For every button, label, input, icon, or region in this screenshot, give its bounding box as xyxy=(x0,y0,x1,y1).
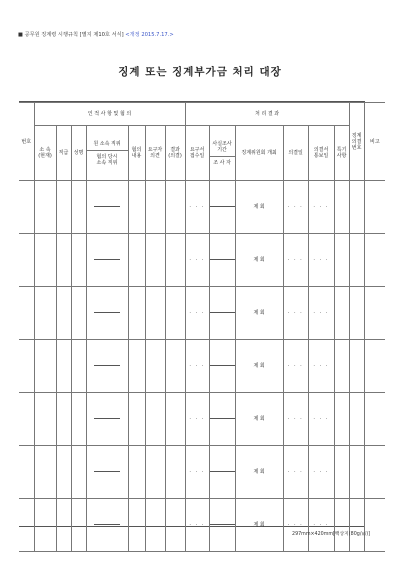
table-row xyxy=(19,340,385,393)
dot-placeholder: · · · xyxy=(287,363,304,369)
table-cell[interactable] xyxy=(86,446,128,499)
table-cell[interactable] xyxy=(128,181,145,234)
dot-placeholder: · · · xyxy=(189,522,205,528)
table-cell[interactable] xyxy=(209,287,235,340)
table-cell[interactable] xyxy=(56,340,71,393)
table-cell[interactable] xyxy=(34,234,56,287)
dot-placeholder: · · · xyxy=(287,310,304,316)
table-row xyxy=(19,499,385,552)
table-cell[interactable] xyxy=(334,181,349,234)
table-cell[interactable] xyxy=(209,181,235,234)
table-cell[interactable] xyxy=(349,393,364,446)
table-cell[interactable] xyxy=(86,287,128,340)
table-cell[interactable] xyxy=(185,446,209,499)
table-cell[interactable] xyxy=(308,340,334,393)
table-cell[interactable] xyxy=(145,446,165,499)
table-cell[interactable] xyxy=(145,234,165,287)
table-cell[interactable] xyxy=(128,499,145,552)
dot-placeholder: · · · xyxy=(189,204,205,210)
dot-placeholder: · · · xyxy=(313,469,329,475)
divider-line xyxy=(210,418,236,419)
table-cell[interactable] xyxy=(71,393,86,446)
table-cell[interactable] xyxy=(283,234,308,287)
header-rank: 직급 xyxy=(56,126,71,181)
session-count: 제 회 xyxy=(253,522,265,528)
table-cell[interactable] xyxy=(349,446,364,499)
header-affiliation: 소 속 (현재) xyxy=(34,126,56,181)
dot-placeholder: · · · xyxy=(313,363,329,369)
divider-line xyxy=(210,312,236,313)
table-row xyxy=(19,393,385,446)
divider-line xyxy=(210,365,236,366)
header-no: 번호 xyxy=(19,103,34,181)
table-cell[interactable] xyxy=(56,499,71,552)
table-cell[interactable] xyxy=(308,181,334,234)
form-reference xyxy=(18,31,174,38)
table-cell[interactable] xyxy=(34,393,56,446)
dot-placeholder: · · · xyxy=(189,257,205,263)
session-count: 제 회 xyxy=(253,257,265,263)
table-cell[interactable] xyxy=(364,234,385,287)
table-cell[interactable] xyxy=(235,499,283,552)
dot-placeholder: · · · xyxy=(287,416,304,422)
table-cell[interactable] xyxy=(165,340,185,393)
dot-placeholder: · · · xyxy=(287,522,304,528)
table-cell[interactable] xyxy=(209,340,235,393)
divider-line xyxy=(94,312,120,313)
header-decision: 결과 (의결) xyxy=(165,126,185,181)
revision-note: <개정 2015.7.17.> xyxy=(125,32,174,38)
dot-placeholder: · · · xyxy=(313,416,329,422)
header-charge: 혐의 내용 xyxy=(128,126,145,181)
table-cell[interactable] xyxy=(349,287,364,340)
table-cell[interactable] xyxy=(86,393,128,446)
table-cell[interactable] xyxy=(86,181,128,234)
header-original-position: 원 소속 직위 혐의 당시 소속 직위 xyxy=(86,126,128,181)
divider-line xyxy=(210,471,236,472)
header-investigation: 사실조사 기간 조 사 자 xyxy=(209,126,235,181)
header-committee: 징계위원회 개최 xyxy=(235,126,283,181)
table-cell[interactable] xyxy=(128,287,145,340)
table-cell[interactable] xyxy=(334,446,349,499)
divider-line xyxy=(210,524,236,525)
table-cell[interactable] xyxy=(128,393,145,446)
table-cell[interactable] xyxy=(349,340,364,393)
table-cell[interactable] xyxy=(364,499,385,552)
table-cell[interactable] xyxy=(19,393,34,446)
header-requester: 요구자 의견 xyxy=(145,126,165,181)
table-cell[interactable] xyxy=(283,287,308,340)
table-cell[interactable] xyxy=(56,446,71,499)
table-cell[interactable] xyxy=(334,499,349,552)
table-cell[interactable] xyxy=(145,340,165,393)
table-cell[interactable] xyxy=(364,446,385,499)
table-cell[interactable] xyxy=(308,287,334,340)
dot-placeholder: · · · xyxy=(313,204,329,210)
table-cell[interactable] xyxy=(34,446,56,499)
table-cell[interactable] xyxy=(349,181,364,234)
table-cell[interactable] xyxy=(209,393,235,446)
table-cell[interactable] xyxy=(185,340,209,393)
table-cell[interactable] xyxy=(308,234,334,287)
table-cell[interactable] xyxy=(165,499,185,552)
table-cell[interactable] xyxy=(364,340,385,393)
dot-placeholder: · · · xyxy=(287,204,304,210)
session-count: 제 회 xyxy=(253,416,265,422)
header-remarks: 비고 xyxy=(364,103,385,181)
divider-line xyxy=(210,259,236,260)
table-cell[interactable] xyxy=(209,446,235,499)
table-cell[interactable] xyxy=(334,393,349,446)
table-cell[interactable] xyxy=(185,499,209,552)
table-cell[interactable] xyxy=(283,393,308,446)
table-cell[interactable] xyxy=(283,340,308,393)
session-count: 제 회 xyxy=(253,310,265,316)
table-cell[interactable] xyxy=(128,340,145,393)
table-cell[interactable] xyxy=(308,446,334,499)
table-cell[interactable] xyxy=(283,499,308,552)
table-row xyxy=(19,234,385,287)
table-cell[interactable] xyxy=(209,234,235,287)
table-cell[interactable] xyxy=(56,234,71,287)
header-name: 성명 xyxy=(71,126,86,181)
dot-placeholder: · · · xyxy=(189,416,205,422)
form-mark: ■ xyxy=(18,32,23,38)
table-cell[interactable] xyxy=(86,340,128,393)
header-received: 요구서 접수일 xyxy=(185,126,209,181)
table-cell[interactable] xyxy=(283,446,308,499)
table-cell[interactable] xyxy=(128,446,145,499)
table-cell[interactable] xyxy=(145,499,165,552)
divider-line xyxy=(94,524,120,525)
table-cell[interactable] xyxy=(71,340,86,393)
table-cell[interactable] xyxy=(235,340,283,393)
page-title: 징계 또는 징계부가금 처리 대장 xyxy=(118,66,282,78)
table-cell[interactable] xyxy=(19,287,34,340)
paper-spec: 297mm×420mm[백상지(80g/㎡)] xyxy=(292,532,370,537)
table-cell[interactable] xyxy=(34,499,56,552)
table-cell[interactable] xyxy=(145,393,165,446)
table-cell[interactable] xyxy=(334,287,349,340)
table-cell[interactable] xyxy=(86,234,128,287)
ledger-table xyxy=(19,102,385,552)
table-cell[interactable] xyxy=(235,287,283,340)
header-special: 특기 사항 xyxy=(334,126,349,181)
divider-line xyxy=(210,206,236,207)
dot-placeholder: · · · xyxy=(313,257,329,263)
ledger-frame xyxy=(19,101,380,528)
table-cell[interactable] xyxy=(86,499,128,552)
table-cell[interactable] xyxy=(364,393,385,446)
table-cell[interactable] xyxy=(19,234,34,287)
divider-line xyxy=(94,259,120,260)
table-cell[interactable] xyxy=(349,234,364,287)
table-cell[interactable] xyxy=(34,340,56,393)
table-cell[interactable] xyxy=(334,234,349,287)
table-cell[interactable] xyxy=(56,393,71,446)
table-cell[interactable] xyxy=(145,287,165,340)
header-group-person: 인 적 사 항 및 혐 의 xyxy=(34,103,185,126)
table-cell[interactable] xyxy=(165,234,185,287)
table-cell[interactable] xyxy=(165,393,185,446)
header-group-result: 처 리 결 과 xyxy=(185,103,349,126)
table-cell[interactable] xyxy=(19,340,34,393)
header-decided-date: 의결일 xyxy=(283,126,308,181)
dot-placeholder: · · · xyxy=(189,469,205,475)
table-cell[interactable] xyxy=(185,287,209,340)
table-row xyxy=(19,181,385,234)
table-cell[interactable] xyxy=(34,181,56,234)
table-cell[interactable] xyxy=(283,181,308,234)
divider-line xyxy=(94,418,120,419)
table-cell[interactable] xyxy=(19,446,34,499)
table-cell[interactable] xyxy=(235,234,283,287)
form-ref-text: 공무원 징계령 시행규칙 [별지 제10호 서식] xyxy=(24,32,124,38)
table-cell[interactable] xyxy=(71,446,86,499)
table-cell[interactable] xyxy=(349,499,364,552)
divider-line xyxy=(94,471,120,472)
session-count: 제 회 xyxy=(253,363,265,369)
table-cell[interactable] xyxy=(308,499,334,552)
table-cell[interactable] xyxy=(185,393,209,446)
table-cell[interactable] xyxy=(34,287,56,340)
dot-placeholder: · · · xyxy=(313,522,329,528)
table-cell[interactable] xyxy=(235,181,283,234)
session-count: 제 회 xyxy=(253,204,265,210)
table-cell[interactable] xyxy=(235,446,283,499)
header-notice-date: 의결서 통보일 xyxy=(308,126,334,181)
table-cell[interactable] xyxy=(71,181,86,234)
table-cell[interactable] xyxy=(209,499,235,552)
table-cell[interactable] xyxy=(71,234,86,287)
dot-placeholder: · · · xyxy=(189,310,205,316)
table-cell[interactable] xyxy=(128,234,145,287)
table-cell[interactable] xyxy=(19,181,34,234)
table-cell[interactable] xyxy=(56,287,71,340)
dot-placeholder: · · · xyxy=(287,469,304,475)
table-cell[interactable] xyxy=(235,393,283,446)
header-execution: 징계 의결 번호 xyxy=(349,103,364,181)
table-cell[interactable] xyxy=(364,287,385,340)
table-cell[interactable] xyxy=(185,181,209,234)
table-cell[interactable] xyxy=(165,181,185,234)
table-cell[interactable] xyxy=(19,499,34,552)
table-cell[interactable] xyxy=(334,340,349,393)
divider-line xyxy=(94,206,120,207)
table-cell[interactable] xyxy=(56,181,71,234)
table-cell[interactable] xyxy=(185,234,209,287)
table-cell[interactable] xyxy=(71,287,86,340)
dot-placeholder: · · · xyxy=(287,257,304,263)
table-cell[interactable] xyxy=(71,499,86,552)
divider-line xyxy=(94,365,120,366)
table-cell[interactable] xyxy=(145,181,165,234)
table-cell[interactable] xyxy=(165,446,185,499)
dot-placeholder: · · · xyxy=(189,363,205,369)
table-cell[interactable] xyxy=(364,181,385,234)
table-row xyxy=(19,446,385,499)
dot-placeholder: · · · xyxy=(313,310,329,316)
ledger-body xyxy=(19,181,385,552)
session-count: 제 회 xyxy=(253,469,265,475)
table-cell[interactable] xyxy=(165,287,185,340)
table-row xyxy=(19,287,385,340)
table-cell[interactable] xyxy=(308,393,334,446)
